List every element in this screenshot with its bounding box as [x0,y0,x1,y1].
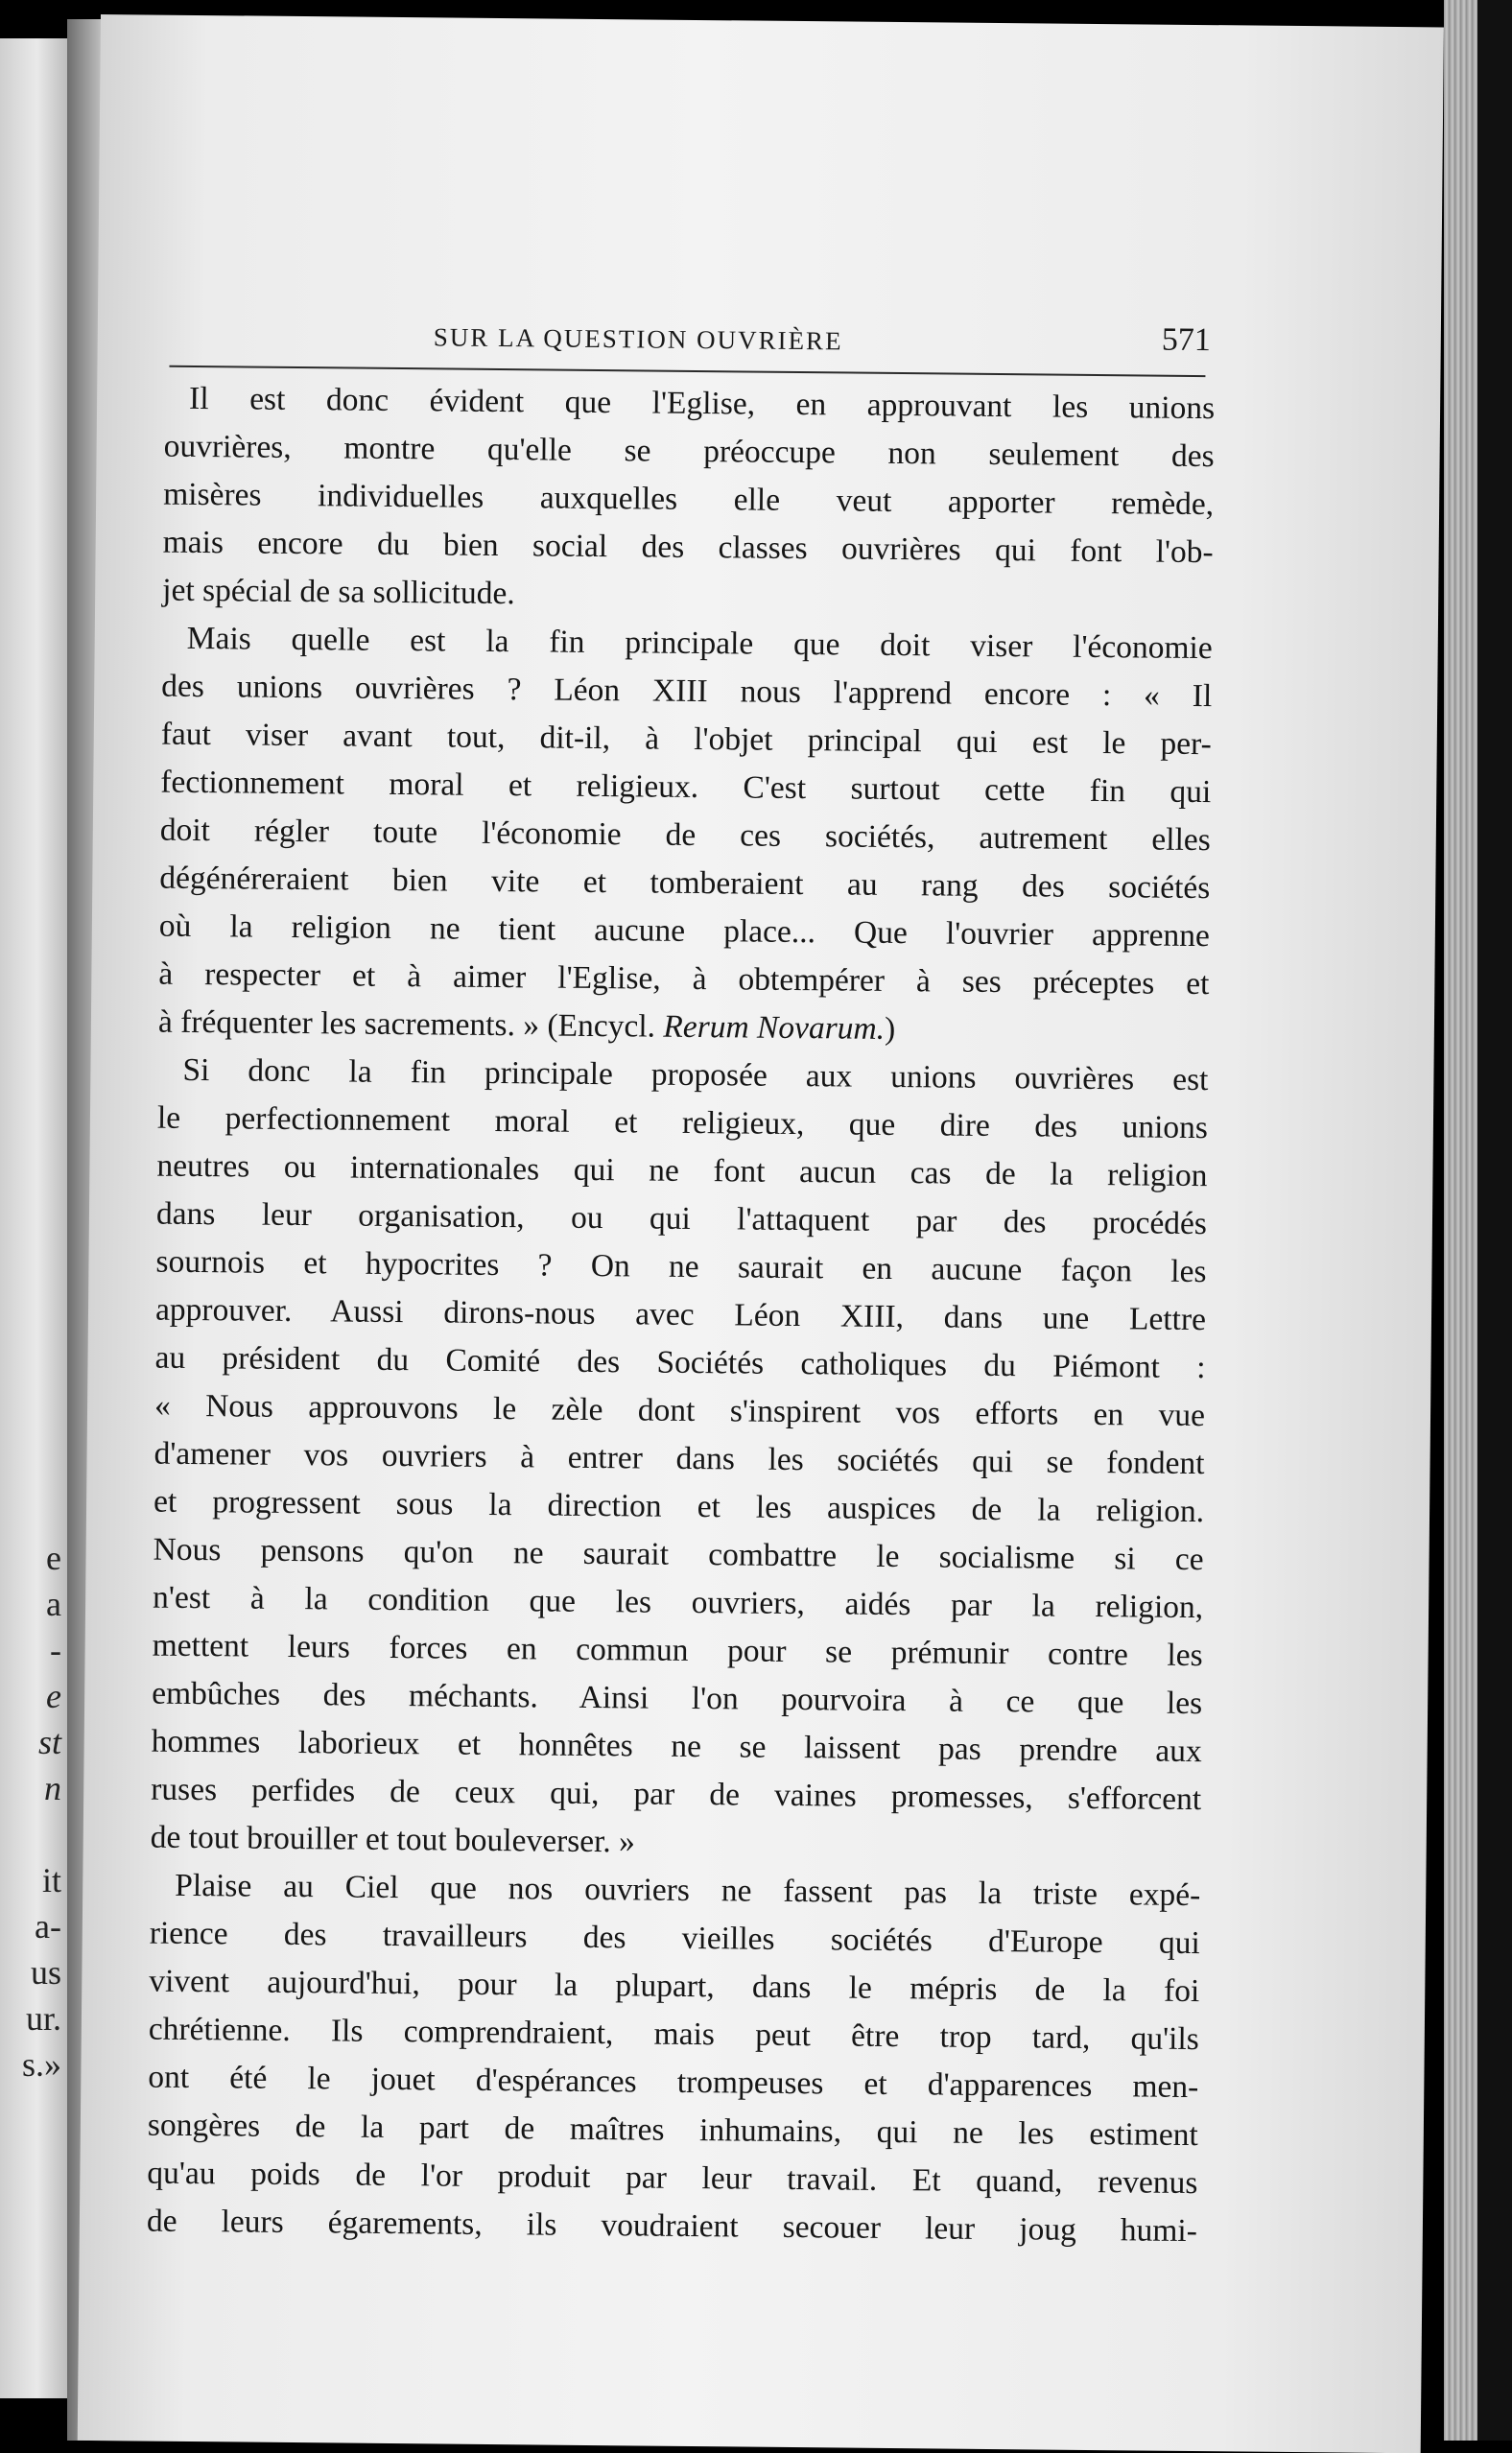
text-line: chrétienne. Ils comprendraient, mais peut être trop tard, qu'ils [148,2011,1199,2058]
running-head: SUR LA QUESTION OUVRIÈRE [433,322,843,356]
text-line: rience des travailleurs des vieilles sociétés d'Europe qui [149,1915,1200,1962]
citation-prefix: à fréquenter les sacrements. » (Encycl. [157,1003,664,1045]
fragment: st [37,1723,61,1761]
text-line: mais encore du bien social des classes ouvrières qui font l'ob- [162,524,1214,571]
text-line: sournois et hypocrites ? On ne saurait en aucune façon les [155,1243,1207,1290]
paragraph [162,375,1215,625]
text-line: embûches des méchants. Ainsi l'on pourvoira à ce que les [152,1675,1203,1722]
fragment: a [46,1585,61,1623]
text-line: misères individuelles auxquelles elle veut apporter remède, [163,476,1215,523]
fragment: ur. [25,1999,61,2038]
text-line: doit régler toute l'économie de ces sociétés, autrement elles [159,812,1211,859]
text-line: d'amener vos ouvriers à entrer dans les sociétés qui se fondent [154,1435,1205,1482]
text-line: Mais quelle est la fin principale que doit viser l'économie [186,620,1213,667]
text-line: qu'au poids de l'or produit par leur travail. Et quand, revenus [147,2155,1198,2202]
text-line: songères de la part de maîtres inhumains, qui ne les estiment [147,2107,1199,2154]
text-line: jet spécial de sa sollicitude. [162,572,515,612]
text-line: le perfectionnement moral et religieux, que dire des unions [156,1099,1209,1146]
text-line: de leurs égarements, ils voudraient secouer leur joug humi- [146,2203,1198,2250]
text-line: Il est donc évident que l'Eglise, en approuvant les unions [188,380,1216,427]
page-number: 571 [1161,321,1211,359]
text-line: Plaise au Ciel que nos ouvriers ne fassent pas la triste expé- [175,1867,1201,1914]
previous-page-fragments [0,1535,61,2087]
text-line: mettent leurs forces en commun pour se prémunir contre les [152,1627,1203,1674]
text-line: ont été le jouet d'espérances trompeuses et d'apparences men- [148,2059,1199,2106]
encyclical-title: Rerum Novarum. [663,1008,886,1047]
text-line: approuver. Aussi dirons-nous avec Léon XIII, dans une Lettre [154,1291,1207,1338]
fragment: s.» [21,2045,61,2084]
fragment: n [44,1769,61,1807]
text-line: fectionnement moral et religieux. C'est surtout cette fin qui [160,764,1212,811]
fragment: - [50,1631,61,1669]
fragment [0,1811,61,1857]
text-line: Si donc la fin principale proposée aux unions ouvrières est [182,1051,1209,1098]
fragment: us [30,1953,61,1992]
paragraph [147,1862,1201,2255]
text-line: dégénéreraient bien vite et tomberaient au rang des sociétés [159,860,1211,907]
text-line: dans leur organisation, ou qui l'attaquent par des procédés [155,1195,1208,1242]
text-line: où la religion ne tient aucune place... Que l'ouvrier apprenne [158,908,1211,955]
fragment: a- [35,1907,61,1946]
book-page [78,14,1444,2453]
text-line: ouvrières, montre qu'elle se préoccupe non seulement des [163,428,1215,475]
fragment: e [46,1539,61,1577]
text-line: de tout brouiller et tout bouleverser. » [150,1819,636,1860]
citation-suffix: ) [884,1010,896,1047]
text-line: Nous pensons qu'on ne saurait combattre le socialisme si ce [153,1531,1204,1578]
text-line: et progressent sous la direction et les auspices de la religion. [153,1483,1205,1530]
text-line: ruses perfides de ceux qui, par de vaines promesses, s'efforcent [151,1771,1202,1818]
text-line: faut viser avant tout, dit-il, à l'objet principal qui est le per- [160,716,1212,763]
text-line: n'est à la condition que les ouvriers, aidés par la religion, [152,1579,1204,1626]
text-line: des unions ouvrières ? Léon XIII nous l'apprend encore : « Il [161,668,1213,715]
fragment: e [46,1677,61,1715]
text-line: « Nous approuvons le zèle dont s'inspirent vos efforts en vue [154,1387,1206,1434]
background-edge [1477,0,1512,2441]
text-line: au président du Comité des Sociétés catholiques du Piémont : [154,1339,1206,1386]
text-line: vivent aujourd'hui, pour la plupart, dans le mépris de la foi [149,1963,1200,2010]
paragraph [151,1047,1209,1872]
body-text [147,375,1216,2255]
fragment: it [41,1861,61,1899]
text-line: neutres ou internationales qui ne font aucun cas de la religion [156,1147,1208,1194]
text-line: à respecter et à aimer l'Eglise, à obtempérer à ses préceptes et [158,955,1210,1002]
paragraph [158,615,1213,1056]
text-line: hommes laborieux et honnêtes ne se laissent pas prendre aux [151,1723,1202,1770]
previous-page-edge [0,38,67,2398]
